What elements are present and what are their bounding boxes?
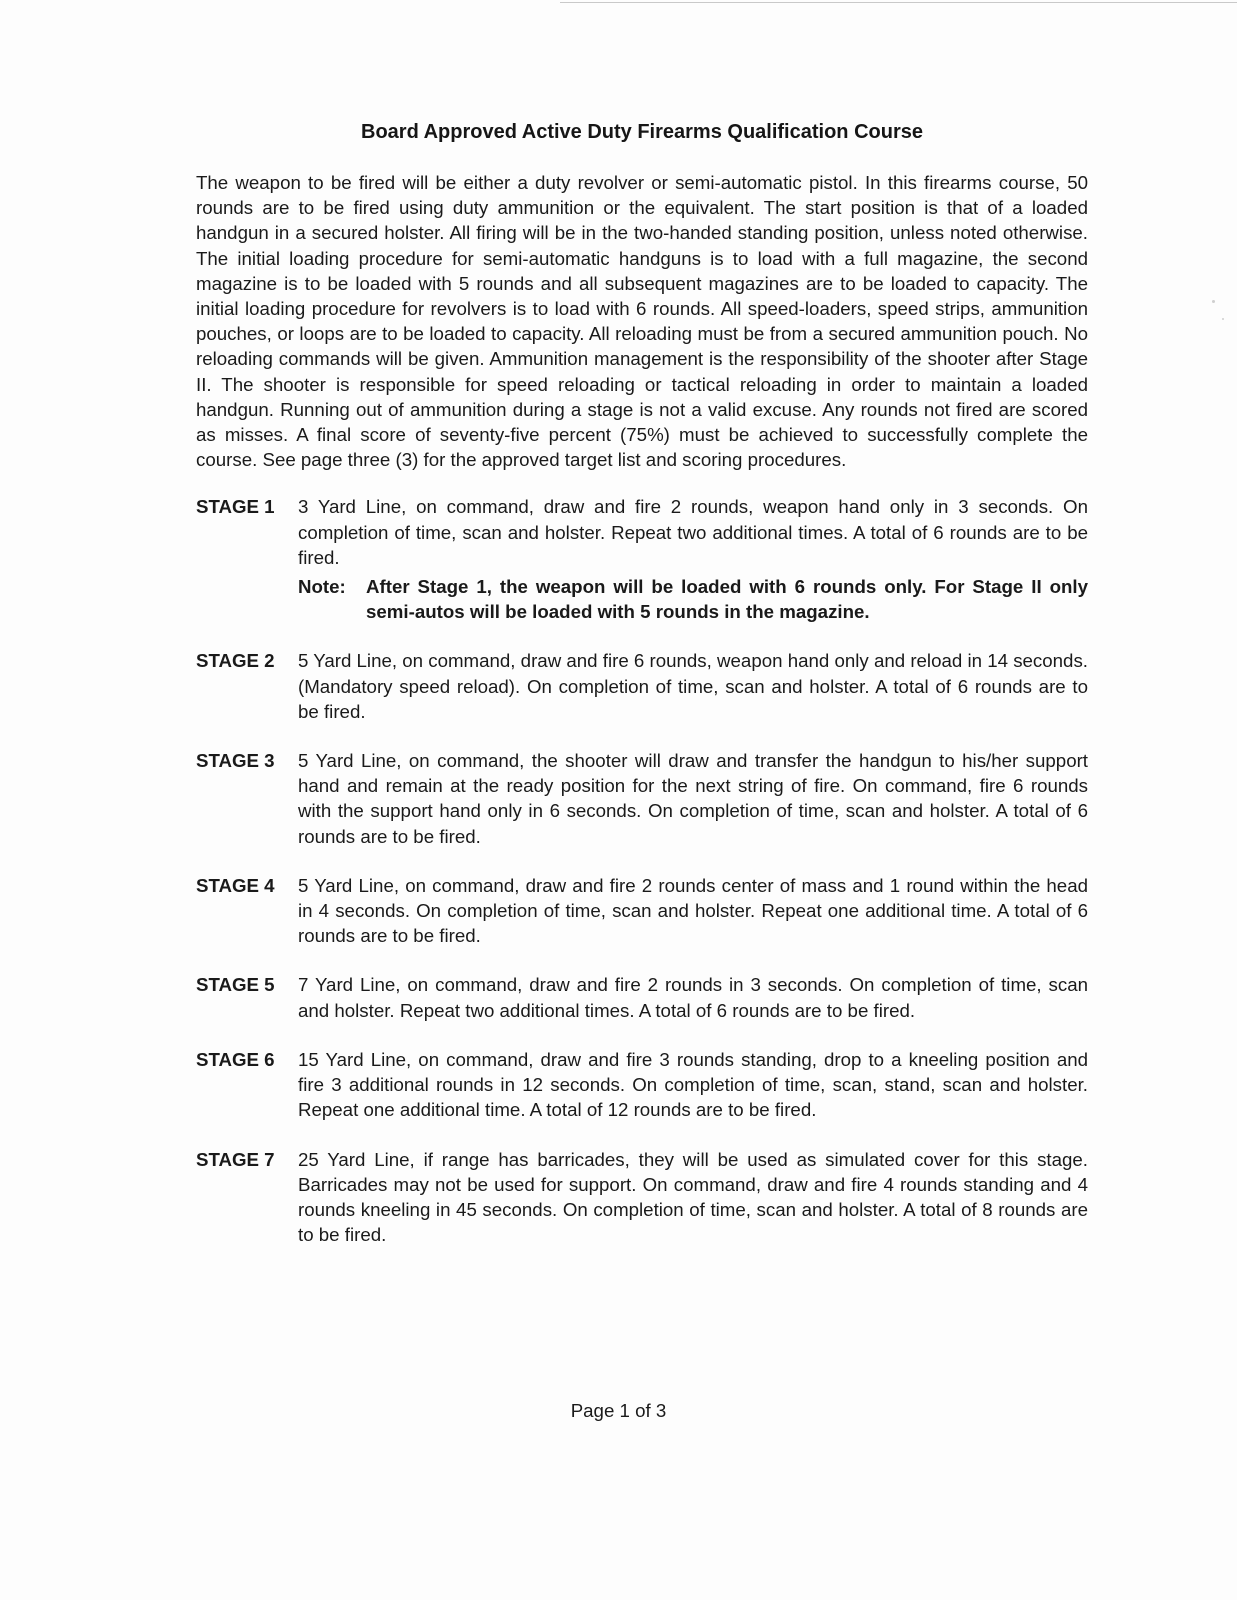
stage-label: STAGE 1: [196, 496, 275, 518]
stage-note: [298, 574, 1088, 624]
stage-text: 25 Yard Line, if range has barricades, they will be used as simulated cover for this stage. Barricades may not be used for support. On command, draw and fire 4 rounds standing and 4 rounds kneeling in 45 seconds. On completion of time, scan and holster. A total of 8 rounds are to be fired.: [298, 1148, 1088, 1246]
stage-body: [298, 494, 1088, 624]
stage-label: STAGE 2: [196, 650, 275, 672]
document-title: Board Approved Active Duty Firearms Qualification Course: [361, 121, 923, 143]
page-number: Page 1 of 3: [570, 1400, 667, 1421]
stage-body: [298, 972, 1088, 1022]
note-label: Note:: [298, 576, 346, 598]
intro-paragraph: The weapon to be fired will be either a duty revolver or semi-automatic pistol. In this firearms course, 50 rounds are to be fired using duty ammunition or the equivalent. The start position is that of a loaded handgun in a secured holster. All firing will be in the two-handed standing position, unless noted otherwise. The initial loading procedure for semi-automatic handguns is to load with a full magazine, the second magazine is to be loaded with 5 rounds and all subsequent magazines are to be loaded to capacity. The initial loading procedure for revolvers is to load with 6 rounds. All speed-loaders, speed strips, ammunition pouches, or loops are to be loaded to capacity. All reloading must be from a secured ammunition pouch. No reloading commands will be given. Ammunition management is the responsibility of the shooter after Stage II. The shooter is responsible for speed reloading or tactical reloading in order to maintain a loaded handgun. Running out of ammunition during a stage is not a valid excuse. Any rounds not fired are scored as misses. A final score of seventy-five percent (75%) must be achieved to successfully complete the course. See page three (3) for the approved target list and scoring procedures.: [196, 172, 1088, 471]
document-content: [196, 118, 1088, 1271]
stage-label: STAGE 4: [196, 874, 275, 896]
stage-text: 5 Yard Line, on command, draw and fire 6 rounds, weapon hand only and reload in 14 seconds. (Mandatory speed reload). On completion of time, scan and holster. A total of 6 rounds are to be fired.: [298, 650, 1088, 722]
stage-label: STAGE 6: [196, 1048, 275, 1070]
stage-text: 5 Yard Line, on command, draw and fire 2 rounds center of mass and 1 round within the head in 4 seconds. On completion of time, scan and holster. Repeat one additional time. A total of 6 rounds are to be fired.: [298, 874, 1088, 947]
stage-7: [196, 1147, 1088, 1248]
stage-text: 15 Yard Line, on command, draw and fire 3 rounds standing, drop to a kneeling position and fire 3 additional rounds in 12 seconds. On completion of time, scan, stand, scan and holster. Repeat one additional time. A total of 12 rounds are to be fired.: [298, 1048, 1088, 1121]
stage-label: STAGE 7: [196, 1148, 275, 1170]
stage-body: [298, 748, 1088, 849]
stage-text: 7 Yard Line, on command, draw and fire 2 rounds in 3 seconds. On completion of time, scan and holster. Repeat two additional times. A total of 6 rounds are to be fired.: [298, 974, 1088, 1021]
stage-label: STAGE 3: [196, 750, 275, 772]
stage-6: [196, 1047, 1088, 1123]
scan-speck: [1222, 318, 1224, 320]
stage-body: [298, 1147, 1088, 1248]
scan-speck: [1212, 300, 1215, 303]
stage-3: [196, 748, 1088, 849]
scan-edge-line: [560, 2, 1237, 3]
stage-1: [196, 494, 1088, 624]
stage-label: STAGE 5: [196, 974, 275, 996]
stage-body: [298, 1047, 1088, 1123]
stage-2: [196, 648, 1088, 724]
stage-5: [196, 972, 1088, 1022]
stage-4: [196, 873, 1088, 949]
stage-text: 3 Yard Line, on command, draw and fire 2 rounds, weapon hand only in 3 seconds. On completion of time, scan and holster. Repeat two additional times. A total of 6 rounds are to be fired.: [298, 496, 1088, 568]
stage-body: [298, 648, 1088, 724]
note-text: After Stage 1, the weapon will be loaded with 6 rounds only. For Stage II only semi-autos will be loaded with 5 rounds in the magazine.: [366, 576, 1088, 623]
stage-text: 5 Yard Line, on command, the shooter will draw and transfer the handgun to his/her support hand and remain at the ready position for the next string of fire. On command, fire 6 rounds with the support hand only in 6 seconds. On completion of time, scan and holster. A total of 6 rounds are to be fired.: [298, 750, 1088, 847]
stage-body: [298, 873, 1088, 949]
